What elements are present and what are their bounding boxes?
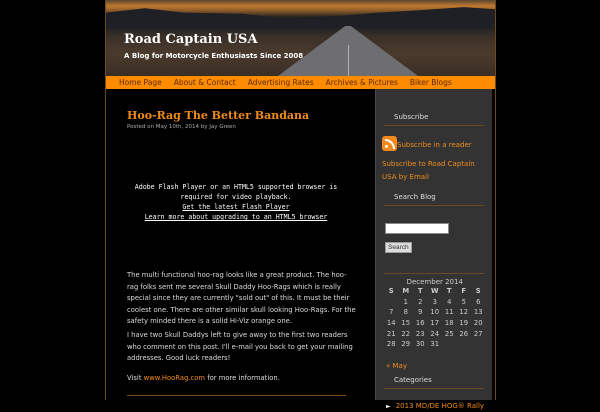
day-header: M — [402, 287, 410, 296]
subscribe-reader-row — [376, 126, 492, 151]
calendar-table — [384, 278, 486, 350]
post-paragraph-1: The multi functional hoo-rag looks like a great product. The hoo-rag folks sent me several Skull Daddy Hoo-Rags which is really special since they are currently "sold out" of this. It must be their coolest one. There are other similar skull looking Hoo-Rags. For the safety minded there is a solid Hi-Viz orange one. — [127, 271, 356, 325]
calendar-day: 1 — [403, 297, 408, 306]
day-header: W — [431, 287, 439, 296]
category-item — [376, 389, 492, 412]
calendar-day: 3 — [432, 297, 437, 306]
day-header: F — [461, 287, 467, 296]
calendar-day: 26 — [459, 329, 469, 338]
calendar-day: 14 — [386, 319, 396, 328]
search-widget — [376, 189, 492, 274]
calendar-day — [457, 339, 472, 350]
calendar-day: 2 — [418, 297, 423, 306]
site-title[interactable]: Road Captain USA — [124, 32, 258, 47]
categories-title: Categories — [384, 372, 484, 389]
post-title[interactable]: Hoo-Rag The Better Bandana — [127, 109, 310, 122]
header-mountains-image — [106, 6, 495, 28]
main-nav — [106, 76, 495, 89]
calendar-day: 4 — [447, 297, 452, 306]
calendar-day: 20 — [473, 319, 483, 328]
calendar-day: 5 — [461, 297, 466, 306]
calendar-day: 29 — [401, 340, 411, 349]
calendar-day: 11 — [444, 308, 454, 317]
calendar-week — [384, 307, 486, 318]
post-paragraph-2: I have two Skull Daddys left to give away to the first two readers who comment on this post. I'll e-mail you back to get your mailing addresses. Good luck readers! — [127, 331, 353, 362]
video-placeholder — [121, 182, 351, 222]
visit-suffix: for more information. — [205, 374, 280, 382]
nav-home[interactable]: Home Page — [119, 78, 162, 87]
get-flash-link[interactable]: Get the latest Flash Player — [182, 203, 290, 211]
page-container — [105, 0, 496, 410]
categories-widget — [376, 372, 492, 412]
calendar-day: 17 — [430, 319, 440, 328]
calendar-day: 27 — [473, 329, 483, 338]
calendar-caption: December 2014 — [406, 278, 463, 286]
site-header — [106, 0, 495, 76]
sidebar — [375, 89, 492, 410]
subscribe-reader-link[interactable]: Subscribe in a reader — [397, 141, 472, 149]
calendar-day — [384, 297, 399, 308]
calendar-day: 15 — [401, 319, 411, 328]
subscribe-widget — [376, 109, 492, 182]
calendar-week — [384, 318, 486, 329]
post-divider — [127, 395, 346, 396]
calendar-day: 10 — [430, 308, 440, 317]
search-title: Search Blog — [384, 189, 484, 206]
nav-about-contact[interactable]: About & Contact — [173, 78, 236, 87]
calendar-day: 25 — [444, 329, 454, 338]
calendar-nav — [376, 350, 492, 372]
day-header: T — [446, 287, 452, 296]
calendar-day: 7 — [389, 308, 394, 317]
calendar-day: 22 — [401, 329, 411, 338]
visit-prefix: Visit — [127, 374, 144, 382]
nav-biker-blogs[interactable]: Biker Blogs — [409, 78, 452, 87]
html5-upgrade-link[interactable]: Learn more about upgrading to an HTML5 browser — [144, 213, 328, 221]
subscribe-title: Subscribe — [384, 109, 484, 126]
nav-archives-pictures[interactable]: Archives & Pictures — [325, 78, 398, 87]
calendar-day: 16 — [415, 319, 425, 328]
category-link[interactable]: 2013 MD/DE HOG® Rally — [395, 402, 485, 410]
search-form — [376, 206, 492, 253]
search-divider — [384, 273, 484, 274]
calendar-day: 21 — [386, 329, 396, 338]
calendar-day: 8 — [403, 308, 408, 317]
calendar-widget — [376, 278, 492, 372]
calendar-day: 19 — [459, 319, 469, 328]
subscribe-email-link[interactable]: Subscribe to Road Captain USA by Email — [382, 160, 475, 181]
calendar-day: 6 — [476, 297, 481, 306]
rss-feed-icon[interactable] — [382, 136, 397, 151]
flash-message-line2: required for video playback. — [180, 193, 292, 201]
calendar-day: 31 — [430, 340, 440, 349]
calendar-week — [384, 328, 486, 339]
day-header: S — [388, 287, 394, 296]
calendar-week — [384, 297, 486, 308]
day-header: S — [475, 287, 481, 296]
bullet-arrow-icon: ► — [386, 403, 391, 410]
flash-message-line1: Adobe Flash Player or an HTML5 supported browser is — [134, 183, 338, 191]
subscribe-email-row — [376, 151, 492, 182]
calendar-prev-month-link[interactable]: « May — [386, 361, 407, 370]
calendar-day: 12 — [459, 308, 469, 317]
calendar-day — [471, 339, 486, 350]
nav-advertising-rates[interactable]: Advertising Rates — [247, 78, 314, 87]
calendar-day: 18 — [444, 319, 454, 328]
post-paragraph-visit — [127, 373, 357, 385]
header-road-line — [348, 45, 349, 76]
site-tagline: A Blog for Motorcycle Enthusiasts Since 2008 — [124, 52, 304, 60]
day-header: T — [417, 287, 423, 296]
search-button[interactable]: Search — [385, 242, 412, 253]
calendar-day — [442, 339, 457, 350]
calendar-day: 24 — [430, 329, 440, 338]
calendar-day: 9 — [418, 308, 423, 317]
hoorag-link[interactable]: www.HooRag.com — [143, 374, 206, 382]
calendar-week — [384, 339, 486, 350]
calendar-day: 30 — [415, 340, 425, 349]
calendar-header-row — [384, 286, 486, 297]
calendar-day: 28 — [386, 340, 396, 349]
calendar-day: 23 — [415, 329, 425, 338]
main-content — [106, 89, 375, 400]
post-meta: Posted on May 10th, 2014 by Jay Green — [127, 124, 236, 130]
search-input[interactable] — [385, 223, 449, 234]
calendar-day: 13 — [473, 308, 483, 317]
